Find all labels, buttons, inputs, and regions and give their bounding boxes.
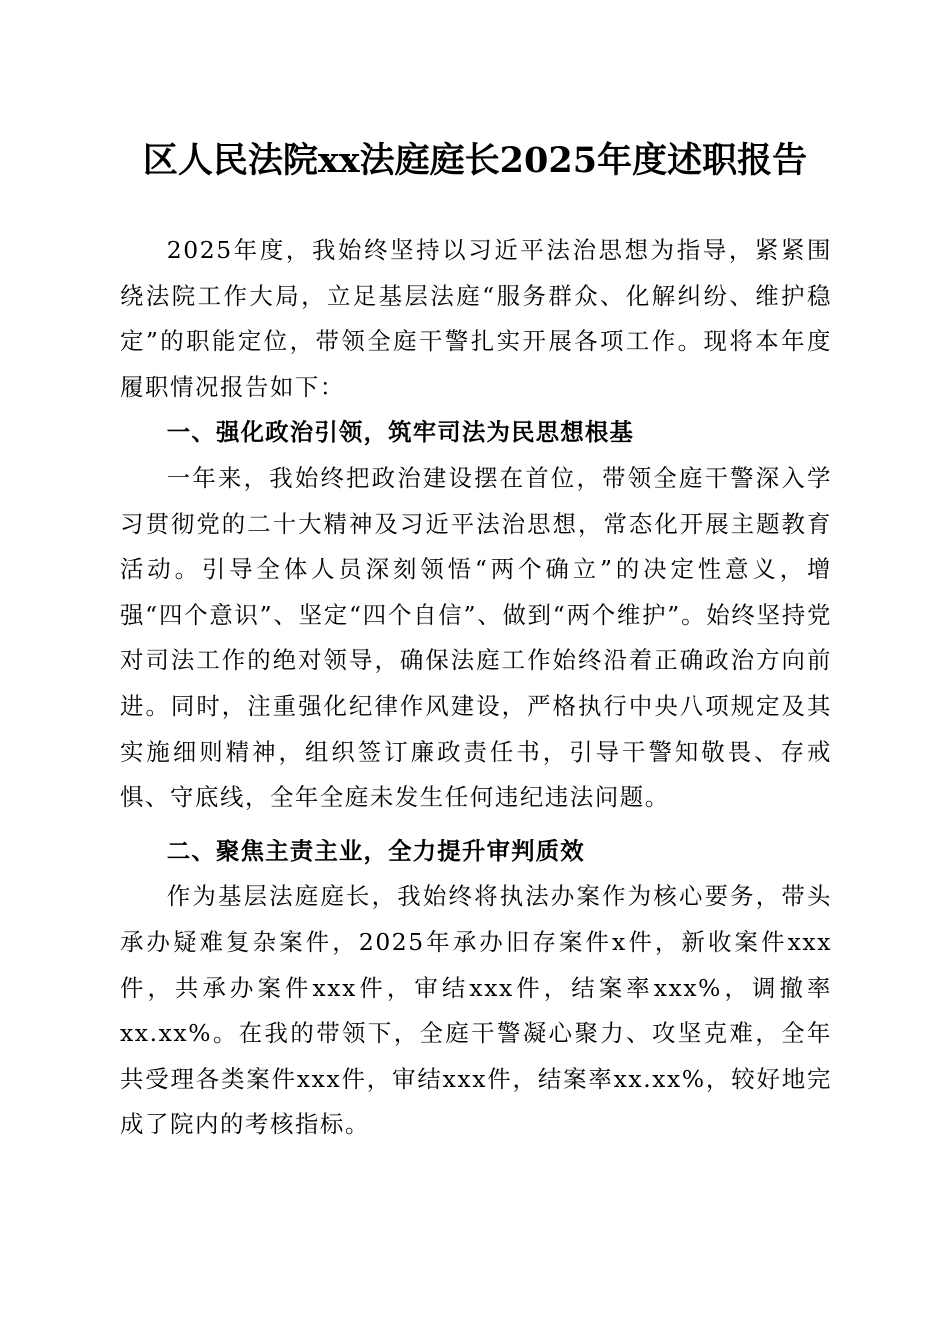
document-body: [120, 228, 832, 1148]
intro-paragraph: 2025年度，我始终坚持以习近平法治思想为指导，紧紧围绕法院工作大局，立足基层法庭“服务群众、化解纠纷、维护稳定”的职能定位，带领全庭干警扎实开展各项工作。现将本年度履职情况报告如下：: [120, 236, 832, 401]
section-1-paragraph: 一年来，我始终把政治建设摆在首位，带领全庭干警深入学习贯彻党的二十大精神及习近平法治思想，常态化开展主题教育活动。引导全体人员深刻领悟“两个确立”的决定性意义，增强“四个意识”、坚定“四个自信”、做到“两个维护”。始终坚持党对司法工作的绝对领导，确保法庭工作始终沿着正确政治方向前进。同时，注重强化纪律作风建设，严格执行中央八项规定及其实施细则精神，组织签订廉政责任书，引导干警知敬畏、存戒惧、守底线，全年全庭未发生任何违纪违法问题。: [120, 463, 832, 812]
section-heading-2: 二、聚焦主责主业，全力提升审判质效: [166, 836, 585, 865]
section-2-paragraph: 作为基层法庭庭长，我始终将执法办案作为核心要务，带头承办疑难复杂案件，2025年承办旧存案件x件，新收案件xxx件，共承办案件xxx件，审结xxx件，结案率xxx%，调撤率xx.xx%。在我的带领下，全庭干警凝心聚力、攻坚克难，全年共受理各类案件xxx件，审结xxx件，结案率xx.xx%，较好地完成了院内的考核指标。: [120, 882, 832, 1139]
document-title: 区人民法院xx法庭庭长2025年度述职报告: [142, 140, 808, 181]
section-heading-1: 一、强化政治引领，筑牢司法为民思想根基: [166, 418, 635, 447]
